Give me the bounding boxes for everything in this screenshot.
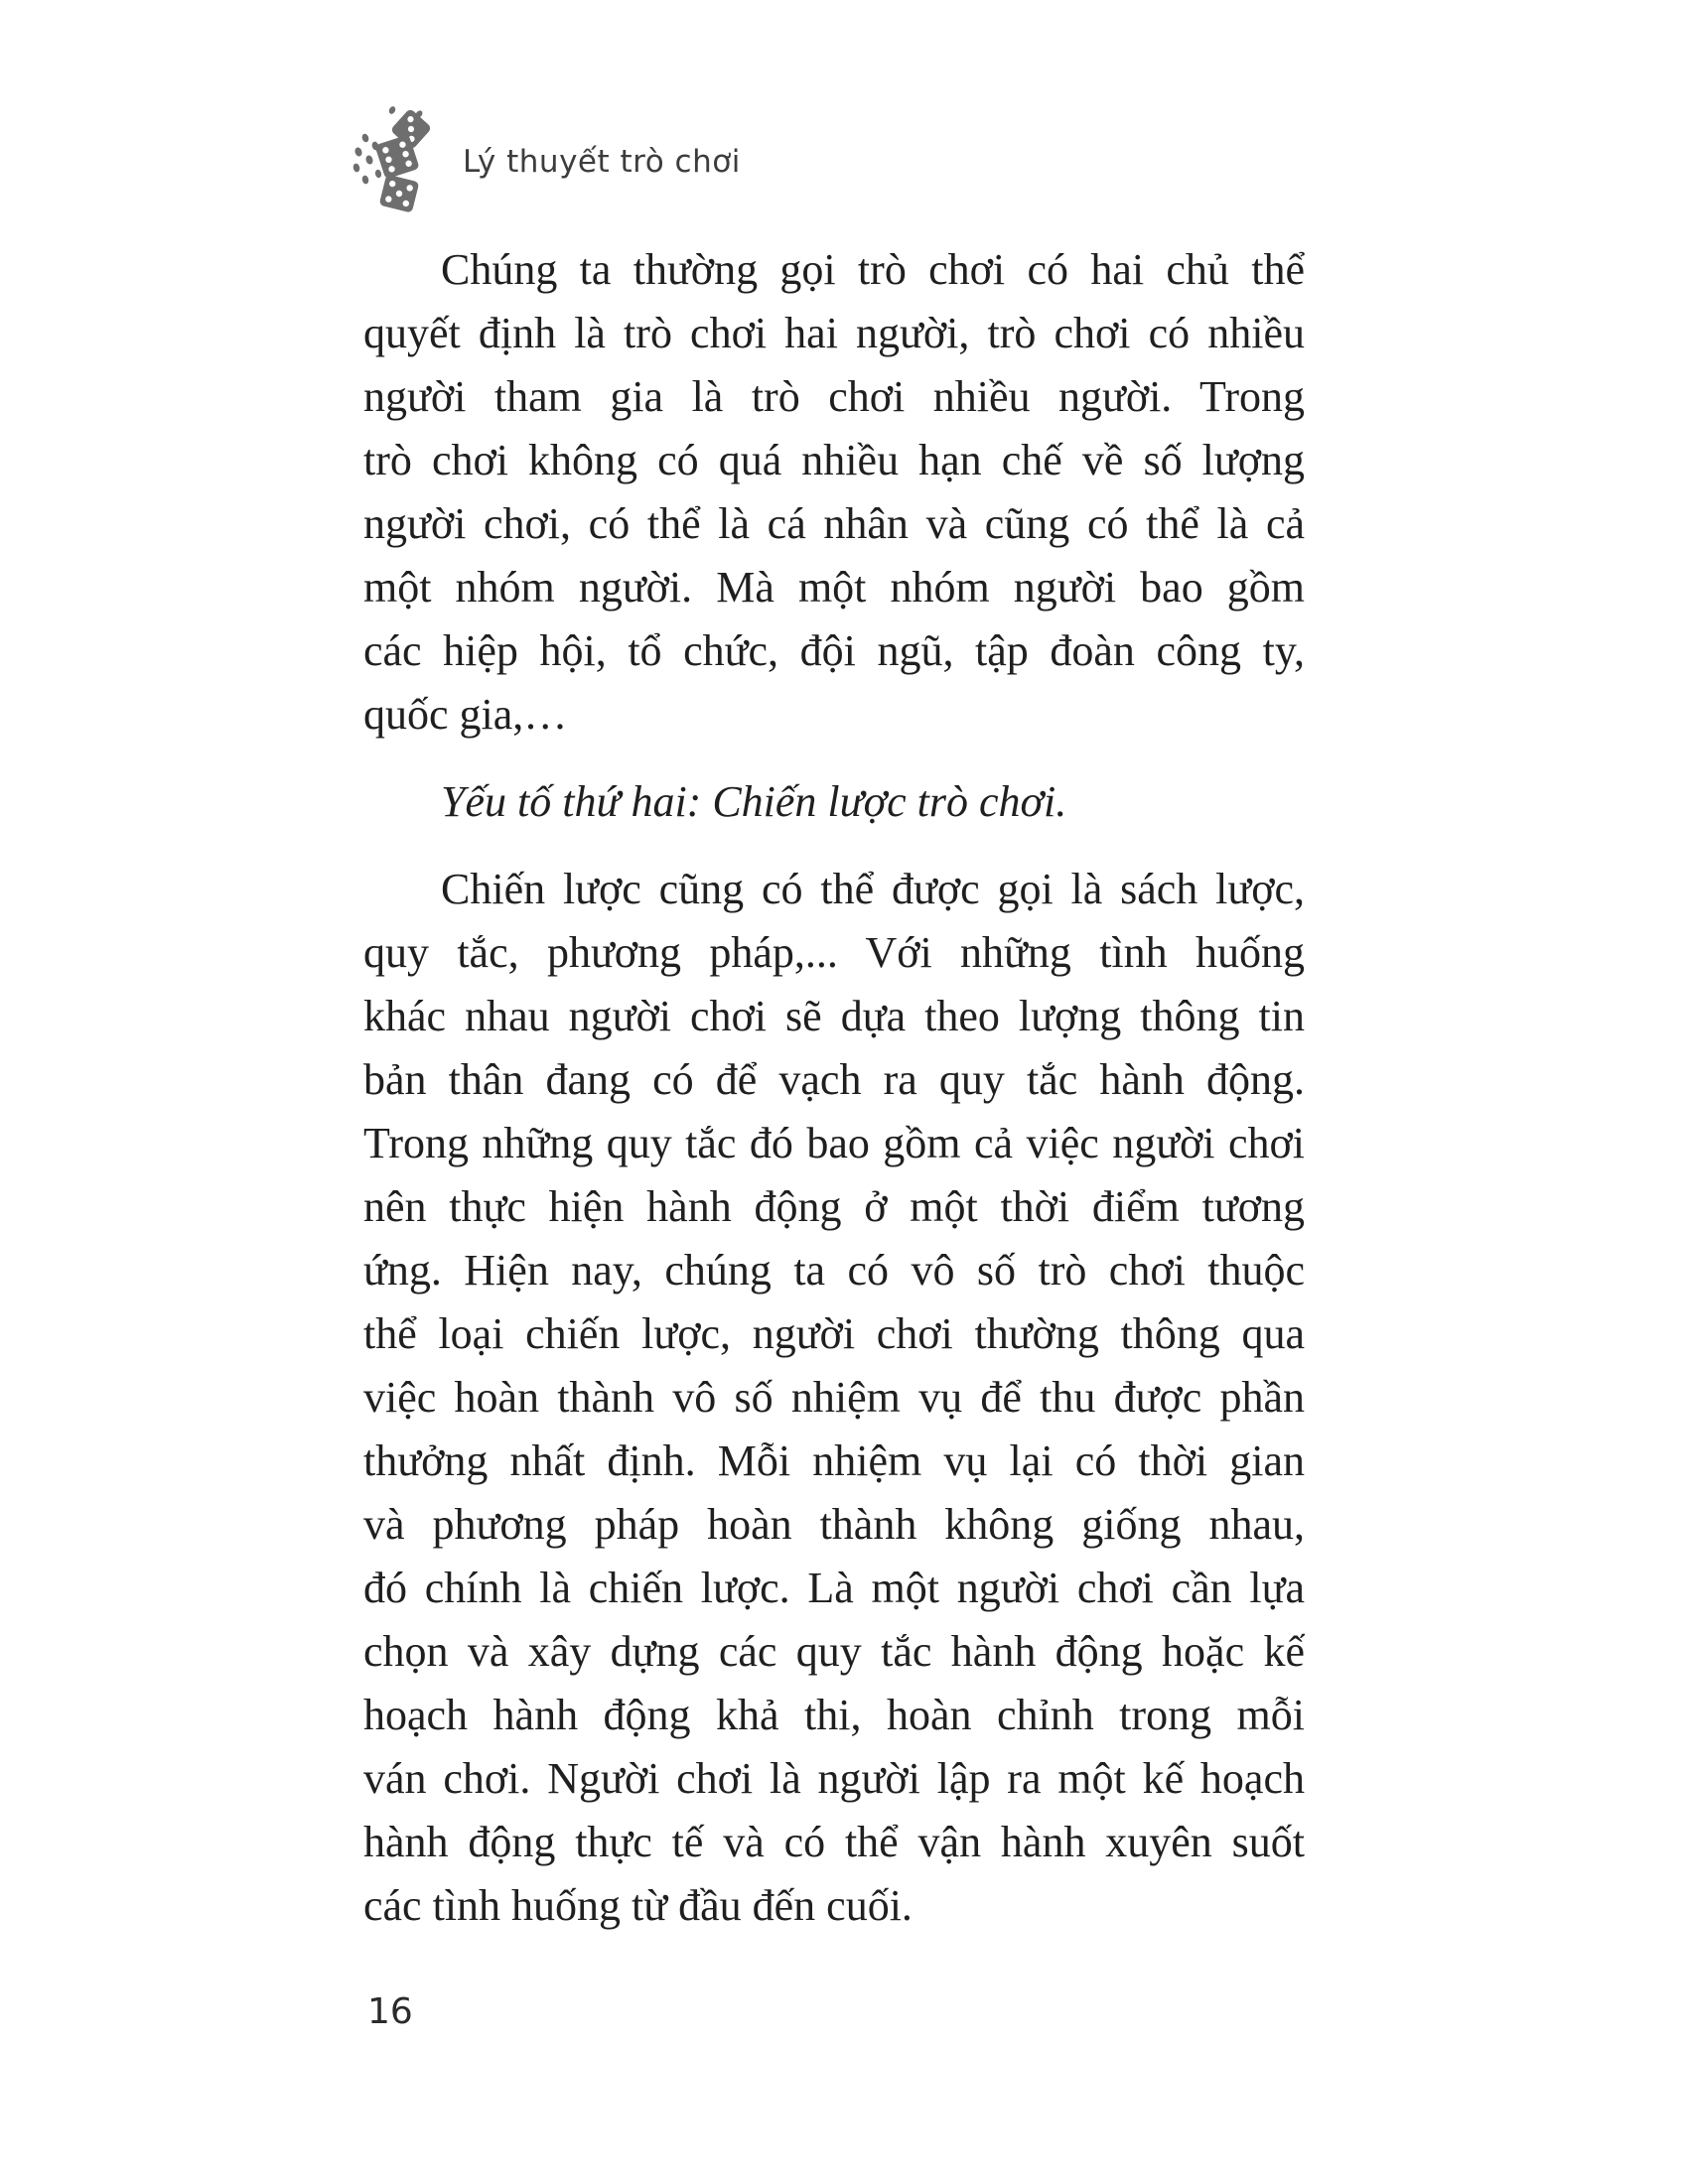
text-line: và phương pháp hoàn thành không giống nhau, <box>363 1500 1305 1549</box>
text-line: Chiến lược cũng có thể được gọi là sách lược, <box>441 865 1305 913</box>
paragraph-1 <box>363 238 1305 747</box>
text-line: hành động thực tế và có thể vận hành xuyên suốt <box>363 1818 1305 1866</box>
text-line: các hiệp hội, tổ chức, đội ngũ, tập đoàn công ty, <box>363 626 1305 675</box>
text-line: đó chính là chiến lược. Là một người chơi cần lựa <box>363 1564 1305 1612</box>
text-line: thể loại chiến lược, người chơi thường thông qua <box>363 1309 1305 1358</box>
text-line: các tình huống từ đầu đến cuối. <box>363 1881 913 1930</box>
text-line: thưởng nhất định. Mỗi nhiệm vụ lại có thời gian <box>363 1436 1305 1485</box>
page-number: 16 <box>367 1991 413 2032</box>
text-line: người tham gia là trò chơi nhiều người. Trong <box>363 372 1305 421</box>
page-header-title: Lý thuyết trò chơi <box>463 144 741 180</box>
text-line: Trong những quy tắc đó bao gồm cả việc người chơi <box>363 1119 1305 1167</box>
text-line: khác nhau người chơi sẽ dựa theo lượng thông tin <box>363 992 1305 1040</box>
text-line: nên thực hiện hành động ở một thời điểm tương <box>363 1182 1305 1231</box>
text-line: Chúng ta thường gọi trò chơi có hai chủ thể <box>441 245 1305 294</box>
paragraph-2 <box>363 858 1305 1938</box>
text-line: quyết định là trò chơi hai người, trò chơi có nhiều <box>363 309 1305 357</box>
text-line: trò chơi không có quá nhiều hạn chế về số lượng <box>363 436 1305 484</box>
dice-icon <box>346 102 455 213</box>
text-line: việc hoàn thành vô số nhiệm vụ để thu được phần <box>363 1373 1305 1422</box>
text-line: ứng. Hiện nay, chúng ta có vô số trò chơi thuộc <box>363 1246 1305 1295</box>
text-line: quốc gia,… <box>363 690 568 739</box>
text-column <box>363 238 1305 1938</box>
text-line: ván chơi. Người chơi là người lập ra một kế hoạch <box>363 1754 1305 1803</box>
text-line: chọn và xây dựng các quy tắc hành động hoặc kế <box>363 1627 1305 1676</box>
text-line: người chơi, có thể là cá nhân và cũng có thể là cả <box>363 499 1305 548</box>
text-line: hoạch hành động khả thi, hoàn chỉnh trong mỗi <box>363 1691 1305 1739</box>
section-subheading: Yếu tố thứ hai: Chiến lược trò chơi. <box>441 777 1067 826</box>
text-line: quy tắc, phương pháp,... Với những tình huống <box>363 928 1305 977</box>
text-line: một nhóm người. Mà một nhóm người bao gồm <box>363 563 1305 612</box>
text-line: bản thân đang có để vạch ra quy tắc hành động. <box>363 1055 1305 1104</box>
